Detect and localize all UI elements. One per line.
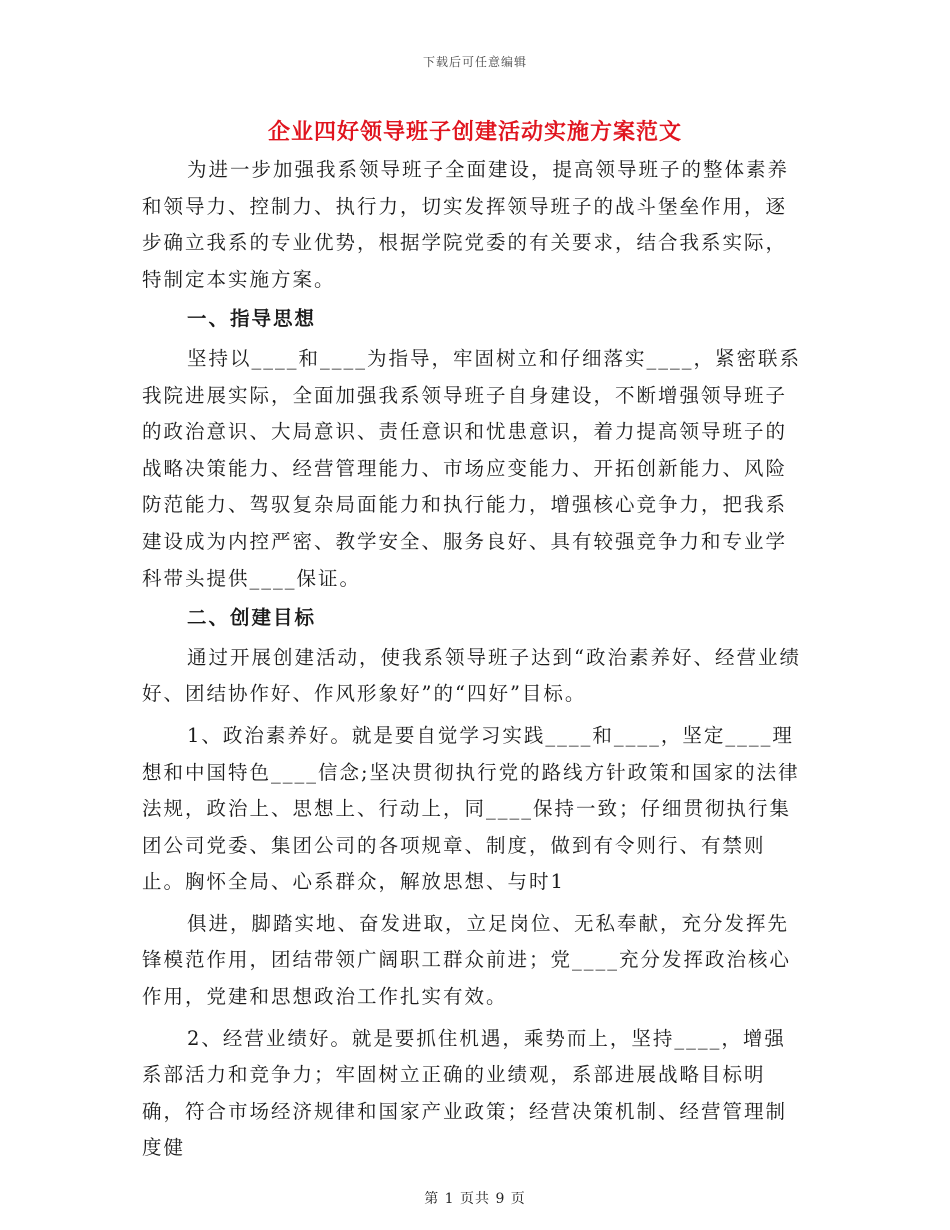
intro-paragraph: 为进一步加强我系领导班子全面建设，提高领导班子的整体素养和领导力、控制力、执行力，切实发挥领导班子的战斗堡垒作用，逐步确立我系的专业优势，根据学院党委的有关要求，结合我系实际，特制定本实施方案。 (142, 158, 790, 291)
page-header-note: 下载后可任意编辑 (422, 55, 527, 69)
page-footer-number: 第 1 页共 9 页 (424, 1191, 526, 1207)
section-heading-guiding-ideology: 一、指导思想 (187, 307, 317, 331)
business-performance-paragraph: 2、经营业绩好。就是要抓住机遇，乘势而上，坚持____，增强系部活力和竞争力；牢固树立正确的业绩观，系部进展战略目标明确，符合市场经济规律和国家产业政策；经营决策机制、经营管理制度健 (142, 1026, 788, 1160)
section-heading-goals: 二、创建目标 (187, 606, 317, 630)
guiding-ideology-paragraph: 坚持以____和____为指导，牢固树立和仔细落实____，紧密联系我院进展实际，全面加强我系领导班子自身建设，不断增强领导班子的政治意识、大局意识、责任意识和忧患意识，着力提高领导班子的战略决策能力、经营管理能力、市场应变能力、开拓创新能力、风险防范能力、驾驭复杂局面能力和执行能力，增强核心竞争力，把我系建设成为内控严密、教学安全、服务良好、具有较强竞争力和专业学科带头提供____保证。 (142, 346, 802, 590)
goals-paragraph: 通过开展创建活动，使我系领导班子达到“政治素养好、经营业绩好、团结协作好、作风形象好”的“四好”目标。 (142, 645, 801, 706)
document-body (142, 152, 802, 1167)
political-quality-continued-paragraph: 俱进，脚踏实地、奋发进取，立足岗位、无私奉献，充分发挥先锋模范作用，团结带领广阔职工群众前进；党____充分发挥政治核心作用，党建和思想政治工作扎实有效。 (142, 911, 792, 1009)
document-title: 企业四好领导班子创建活动实施方案范文 (267, 119, 682, 145)
political-quality-paragraph: 1、政治素养好。就是要自觉学习实践____和____，坚定____理想和中国特色____信念;坚决贯彻执行党的路线方针政策和国家的法律法规，政治上、思想上、行动上，同____保持一致；仔细贯彻执行集团公司党委、集团公司的各项规章、制度，做到有令则行、有禁则止。胸怀全局、心系群众，解放思想、与时1 (142, 723, 800, 894)
